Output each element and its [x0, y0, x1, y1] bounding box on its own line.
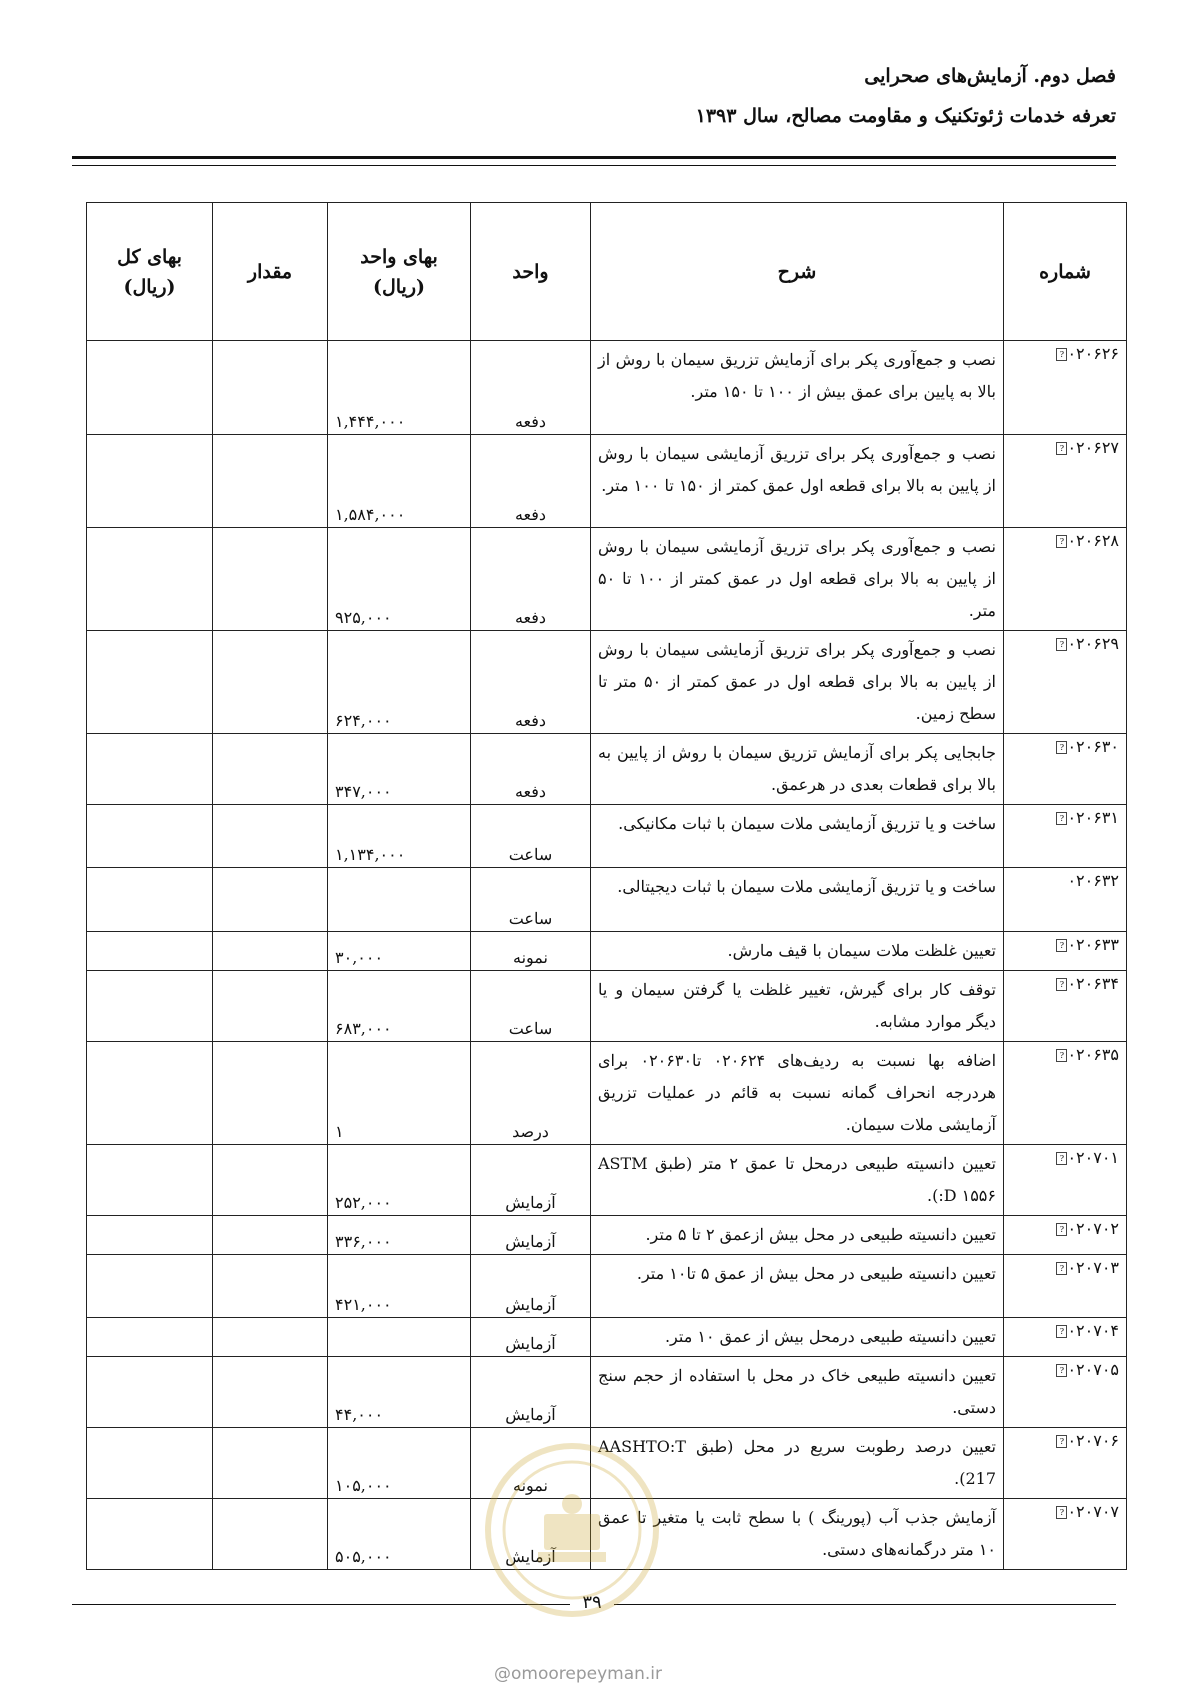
row-code — [1004, 1145, 1127, 1216]
row-total-price — [87, 805, 213, 868]
row-quantity — [213, 932, 328, 971]
row-total-price — [87, 734, 213, 805]
row-quantity — [213, 734, 328, 805]
row-unit: آزمایش — [471, 1255, 591, 1318]
row-total-price — [87, 1255, 213, 1318]
table-row — [87, 971, 1127, 1042]
row-unit-price: ۴۴,۰۰۰ — [328, 1357, 471, 1428]
row-total-price — [87, 435, 213, 528]
table-row — [87, 1042, 1127, 1145]
row-code — [1004, 1042, 1127, 1145]
table-row — [87, 435, 1127, 528]
row-code-text: ۰۲۰۶۳۴ — [1067, 974, 1119, 993]
row-quantity — [213, 805, 328, 868]
row-code — [1004, 932, 1127, 971]
row-quantity — [213, 1216, 328, 1255]
table-row — [87, 1145, 1127, 1216]
row-code-text: ۰۲۰۶۳۰ — [1067, 737, 1119, 756]
missing-glyph-icon: ? — [1056, 1435, 1067, 1448]
row-unit: ساعت — [471, 868, 591, 932]
row-unit: دفعه — [471, 631, 591, 734]
missing-glyph-icon: ? — [1056, 638, 1067, 651]
row-unit: دفعه — [471, 341, 591, 435]
row-quantity — [213, 868, 328, 932]
row-unit: دفعه — [471, 528, 591, 631]
row-code — [1004, 1318, 1127, 1357]
row-unit-price: ۱,۱۳۴,۰۰۰ — [328, 805, 471, 868]
missing-glyph-icon: ? — [1056, 1152, 1067, 1165]
row-description: نصب و جمع‌آوری پکر برای تزریق آزمایشی سیمان با روش از پایین به بالا برای قطعه اول در عمق کمتر از ۵۰ متر تا سطح زمین. — [591, 631, 1004, 734]
row-code-text: ۰۲۰۶۳۲ — [1067, 871, 1119, 890]
row-unit-price: ۳۰,۰۰۰ — [328, 932, 471, 971]
row-code-text: ۰۲۰۶۳۵ — [1067, 1045, 1119, 1064]
row-total-price — [87, 528, 213, 631]
row-quantity — [213, 1357, 328, 1428]
missing-glyph-icon: ? — [1056, 535, 1067, 548]
row-code-text: ۰۲۰۷۰۱ — [1067, 1148, 1119, 1167]
missing-glyph-icon: ? — [1056, 1223, 1067, 1236]
page-number: ۳۹ — [570, 1592, 614, 1613]
row-description: توقف کار برای گیرش، تغییر غلظت یا گرفتن سیمان و یا دیگر موارد مشابه. — [591, 971, 1004, 1042]
row-description: تعیین دانسیته طبیعی در محل بیش از عمق ۵ تا۱۰ متر. — [591, 1255, 1004, 1318]
row-quantity — [213, 528, 328, 631]
row-code — [1004, 1499, 1127, 1570]
row-total-price — [87, 1216, 213, 1255]
row-quantity — [213, 631, 328, 734]
missing-glyph-icon: ? — [1056, 1506, 1067, 1519]
header-code: شماره — [1004, 203, 1127, 341]
missing-glyph-icon: ? — [1056, 741, 1067, 754]
row-unit-price — [328, 868, 471, 932]
row-unit-price: ۳۳۶,۰۰۰ — [328, 1216, 471, 1255]
row-unit-price: ۹۲۵,۰۰۰ — [328, 528, 471, 631]
table-row — [87, 1428, 1127, 1499]
row-unit-price: ۵۰۵,۰۰۰ — [328, 1499, 471, 1570]
header-total-price-text: بهای کل (ریال) — [117, 245, 182, 298]
page-header — [696, 62, 1116, 130]
website-credit: @omoorepeyman.ir — [494, 1664, 663, 1684]
table-row — [87, 528, 1127, 631]
header-total-price — [87, 203, 213, 341]
row-description: تعیین دانسیته طبیعی در محل بیش ازعمق ۲ تا ۵ متر. — [591, 1216, 1004, 1255]
row-description: تعیین درصد رطوبت سریع در محل (طبق AASHTO:T 217). — [591, 1428, 1004, 1499]
row-unit: نمونه — [471, 1428, 591, 1499]
row-total-price — [87, 341, 213, 435]
row-code-text: ۰۲۰۷۰۶ — [1067, 1431, 1119, 1450]
row-unit-price: ۳۴۷,۰۰۰ — [328, 734, 471, 805]
row-code-text: ۰۲۰۷۰۲ — [1067, 1219, 1119, 1238]
row-description: نصب و جمع‌آوری پکر برای آزمایش تزریق سیمان با روش از بالا به پایین برای عمق بیش از ۱۰۰ تا ۱۵۰ متر. — [591, 341, 1004, 435]
missing-glyph-icon: ? — [1056, 978, 1067, 991]
row-code — [1004, 1357, 1127, 1428]
row-code — [1004, 1428, 1127, 1499]
row-total-price — [87, 1042, 213, 1145]
table-row — [87, 1499, 1127, 1570]
table-row — [87, 341, 1127, 435]
row-code-text: ۰۲۰۶۳۱ — [1067, 808, 1119, 827]
table-body — [87, 341, 1127, 1570]
table-row — [87, 1216, 1127, 1255]
table-row — [87, 1318, 1127, 1357]
tariff-table — [86, 202, 1127, 1570]
table-row — [87, 868, 1127, 932]
row-quantity — [213, 1499, 328, 1570]
row-code — [1004, 435, 1127, 528]
row-unit-price: ۱۰۵,۰۰۰ — [328, 1428, 471, 1499]
table-header-row — [87, 203, 1127, 341]
row-code-text: ۰۲۰۶۲۶ — [1067, 344, 1119, 363]
row-quantity — [213, 1428, 328, 1499]
row-unit-price: ۶۲۴,۰۰۰ — [328, 631, 471, 734]
header-quantity: مقدار — [213, 203, 328, 341]
chapter-title: فصل دوم. آزمایش‌های صحرایی — [864, 65, 1116, 87]
row-code — [1004, 1255, 1127, 1318]
row-description: تعیین دانسیته طبیعی درمحل بیش از عمق ۱۰ متر. — [591, 1318, 1004, 1357]
row-description: تعیین غلظت ملات سیمان با قیف مارش. — [591, 932, 1004, 971]
row-description: ساخت و یا تزریق آزمایشی ملات سیمان با ثبات مکانیکی. — [591, 805, 1004, 868]
row-description: آزمایش جذب آب (پورینگ ) با سطح ثابت یا متغیر تا عمق ۱۰ متر درگمانه‌های دستی. — [591, 1499, 1004, 1570]
row-description: نصب و جمع‌آوری پکر برای تزریق آزمایشی سیمان با روش از پایین به بالا برای قطعه اول در عمق کمتر از ۱۰۰ تا ۵۰ متر. — [591, 528, 1004, 631]
row-quantity — [213, 1042, 328, 1145]
row-description: جابجایی پکر برای آزمایش تزریق سیمان با روش از پایین به بالا برای قطعات بعدی در هرعمق. — [591, 734, 1004, 805]
row-unit: دفعه — [471, 734, 591, 805]
row-unit: آزمایش — [471, 1216, 591, 1255]
missing-glyph-icon: ? — [1056, 1364, 1067, 1377]
document-subtitle: تعرفه خدمات ژئوتکنیک و مقاومت مصالح، سال ۱۳۹۳ — [695, 105, 1116, 127]
row-unit: دفعه — [471, 435, 591, 528]
row-quantity — [213, 971, 328, 1042]
header-unit-price — [328, 203, 471, 341]
row-code-text: ۰۲۰۶۳۳ — [1067, 935, 1119, 954]
row-quantity — [213, 435, 328, 528]
row-description: اضافه بها نسبت به ردیف‌های ۰۲۰۶۲۴ تا۰۲۰۶۳۰ برای هردرجه انحراف گمانه نسبت به قائم در عملیات تزریق آزمایشی ملات سیمان. — [591, 1042, 1004, 1145]
row-code — [1004, 971, 1127, 1042]
header-unit: واحد — [471, 203, 591, 341]
missing-glyph-icon: ? — [1056, 939, 1067, 952]
row-unit: نمونه — [471, 932, 591, 971]
row-total-price — [87, 1145, 213, 1216]
row-quantity — [213, 1145, 328, 1216]
header-description: شرح — [591, 203, 1004, 341]
row-code-text: ۰۲۰۷۰۴ — [1067, 1321, 1119, 1340]
row-unit: ساعت — [471, 971, 591, 1042]
row-code — [1004, 631, 1127, 734]
table-row — [87, 1357, 1127, 1428]
row-description: تعیین دانسیته طبیعی درمحل تا عمق ۲ متر (طبق ASTM :D ۱۵۵۶). — [591, 1145, 1004, 1216]
row-description: ساخت و یا تزریق آزمایشی ملات سیمان با ثبات دیجیتالی. — [591, 868, 1004, 932]
row-unit-price: ۱ — [328, 1042, 471, 1145]
row-code-text: ۰۲۰۷۰۷ — [1067, 1502, 1119, 1521]
row-unit: آزمایش — [471, 1499, 591, 1570]
table-row — [87, 805, 1127, 868]
row-code-text: ۰۲۰۷۰۳ — [1067, 1258, 1119, 1277]
header-rule — [72, 156, 1116, 166]
row-total-price — [87, 1357, 213, 1428]
missing-glyph-icon: ? — [1056, 442, 1067, 455]
table-row — [87, 932, 1127, 971]
row-unit: درصد — [471, 1042, 591, 1145]
table-row — [87, 631, 1127, 734]
row-unit-price — [328, 1318, 471, 1357]
row-code-text: ۰۲۰۶۲۹ — [1067, 634, 1119, 653]
row-code — [1004, 341, 1127, 435]
row-unit-price: ۲۵۲,۰۰۰ — [328, 1145, 471, 1216]
missing-glyph-icon: ? — [1056, 348, 1067, 361]
row-code — [1004, 1216, 1127, 1255]
row-unit: آزمایش — [471, 1145, 591, 1216]
row-total-price — [87, 971, 213, 1042]
row-code-text: ۰۲۰۷۰۵ — [1067, 1360, 1119, 1379]
row-code — [1004, 734, 1127, 805]
row-total-price — [87, 868, 213, 932]
row-unit-price: ۱,۵۸۴,۰۰۰ — [328, 435, 471, 528]
row-unit: آزمایش — [471, 1318, 591, 1357]
row-quantity — [213, 1255, 328, 1318]
row-unit-price: ۶۸۳,۰۰۰ — [328, 971, 471, 1042]
row-code-text: ۰۲۰۶۲۸ — [1067, 531, 1119, 550]
row-description: نصب و جمع‌آوری پکر برای تزریق آزمایشی سیمان با روش از پایین به بالا برای قطعه اول عمق کمتر از ۱۵۰ تا ۱۰۰ متر. — [591, 435, 1004, 528]
missing-glyph-icon: ? — [1056, 1325, 1067, 1338]
table-row — [87, 1255, 1127, 1318]
row-code — [1004, 528, 1127, 631]
row-total-price — [87, 1499, 213, 1570]
row-code — [1004, 805, 1127, 868]
missing-glyph-icon: ? — [1056, 1262, 1067, 1275]
row-quantity — [213, 341, 328, 435]
row-total-price — [87, 631, 213, 734]
row-unit: ساعت — [471, 805, 591, 868]
row-quantity — [213, 1318, 328, 1357]
row-total-price — [87, 932, 213, 971]
row-total-price — [87, 1318, 213, 1357]
missing-glyph-icon: ? — [1056, 1049, 1067, 1062]
row-total-price — [87, 1428, 213, 1499]
row-code — [1004, 868, 1127, 932]
row-unit: آزمایش — [471, 1357, 591, 1428]
row-unit-price: ۴۲۱,۰۰۰ — [328, 1255, 471, 1318]
row-code-text: ۰۲۰۶۲۷ — [1067, 438, 1119, 457]
row-description: تعیین دانسیته طبیعی خاک در محل با استفاده از حجم سنج دستی. — [591, 1357, 1004, 1428]
missing-glyph-icon: ? — [1056, 812, 1067, 825]
row-unit-price: ۱,۴۴۴,۰۰۰ — [328, 341, 471, 435]
table-row — [87, 734, 1127, 805]
header-unit-price-text: بهای واحد (ریال) — [360, 245, 438, 298]
